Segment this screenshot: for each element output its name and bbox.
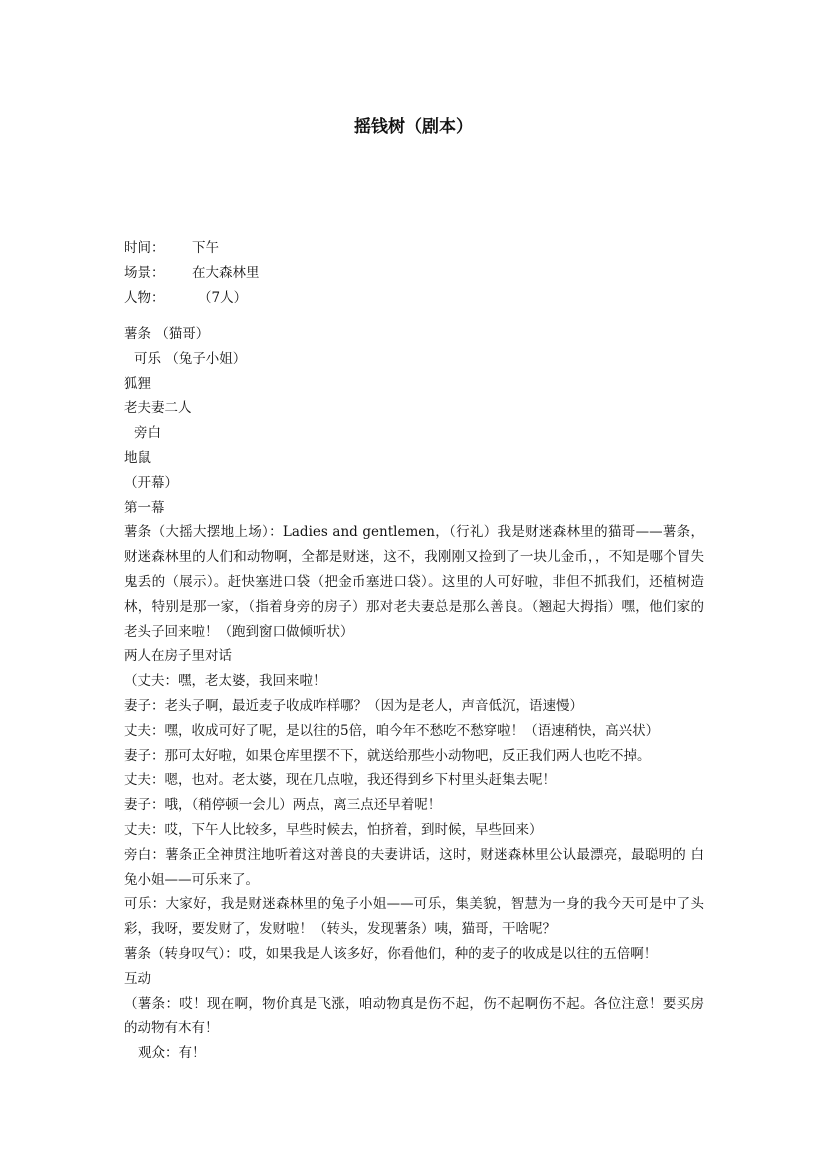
cast-item: 旁白	[134, 425, 161, 442]
cast-item: 可乐 （兔子小姐）	[134, 350, 247, 367]
script-paragraph: 丈夫：嗯，也对。老太婆，现在几点啦，我还得到乡下村里头赶集去呢！	[124, 772, 556, 789]
script-paragraph: （薯条：哎！现在啊，物价真是飞涨，咱动物真是伤不起，伤不起啊伤不起。各位注意！要买房的动物有木有！	[124, 995, 704, 1037]
cast-item: 地鼠	[124, 449, 151, 466]
script-paragraph: 妻子：那可太好啦，如果仓库里摆不下，就送给那些小动物吧，反正我们两人也吃不掉。	[124, 747, 651, 764]
script-paragraph: 可乐：大家好，我是财迷森林里的兔子小姐——可乐，集美貌，智慧为一身的我今天可是中了头彩，我呀，要发财了，发财啦！（转头，发现薯条）咦，猫哥，干啥呢？	[124, 896, 704, 938]
script-body	[124, 322, 704, 1066]
setting-label: 场景：	[124, 265, 165, 281]
script-paragraph: 薯条（转身叹气）：哎，如果我是人该多好，你看他们，种的麦子的收成是以往的五倍啊！	[124, 945, 658, 962]
script-paragraph: （丈夫：嘿，老太婆，我回来啦！	[124, 673, 327, 690]
characters-value: （7人）	[198, 290, 248, 306]
cast-item: 老夫妻二人	[124, 400, 192, 417]
page-title: 摇钱树（剧本）	[354, 117, 473, 137]
script-paragraph: 妻子：哦，（稍停顿一会儿）两点，离三点还早着呢！	[124, 797, 442, 814]
setting-row	[124, 261, 260, 286]
script-paragraph: 互动	[124, 970, 151, 987]
characters-row	[124, 286, 260, 311]
script-paragraph: 观众：有！	[138, 1045, 206, 1062]
scene-info	[124, 236, 260, 311]
stage-direction: （开幕）	[124, 474, 178, 491]
script-paragraph: 两人在房子里对话	[124, 648, 232, 665]
time-label: 时间：	[124, 240, 165, 256]
cast-item: 薯条 （猫哥）	[124, 326, 210, 342]
characters-label: 人物：	[124, 290, 165, 306]
script-paragraph: 旁白：薯条正全神贯注地听着这对善良的夫妻讲话，这时，财迷森林里公认最漂亮，最聪明的 白兔小姐——可乐来了。	[124, 846, 704, 888]
script-paragraph: 丈夫：嘿，收成可好了呢，是以往的5倍，咱今年不愁吃不愁穿啦！（语速稍快，高兴状）	[124, 722, 660, 739]
time-row	[124, 236, 260, 261]
time-value: 下午	[192, 240, 219, 256]
cast-item: 狐狸	[124, 375, 151, 392]
setting-value: 在大森林里	[192, 265, 260, 281]
script-paragraph: 薯条（大摇大摆地上场）：Ladies and gentlemen，（行礼）我是财迷森林里的猫哥——薯条，财迷森林里的人们和动物啊，全都是财迷，这不，我刚刚又捡到了一块儿金币，，不知是哪个冒失鬼丢的（展示）。赶快塞进口袋（把金币塞进口袋）。这里的人可好啦，非但不抓我们，还植树造林，特别是那一家，（指着身旁的房子）那对老夫妻总是那么善良。（翘起大拇指）嘿，他们家的老头子回来啦！（跑到窗口做倾听状）	[124, 524, 704, 640]
script-paragraph: 丈夫：哎，下午人比较多，早些时候去，怕挤着，到时候，早些回来）	[124, 821, 543, 838]
act-heading: 第一幕	[124, 499, 165, 516]
script-paragraph: 妻子：老头子啊，最近麦子收成咋样哪？（因为是老人，声音低沉，语速慢）	[124, 697, 583, 714]
